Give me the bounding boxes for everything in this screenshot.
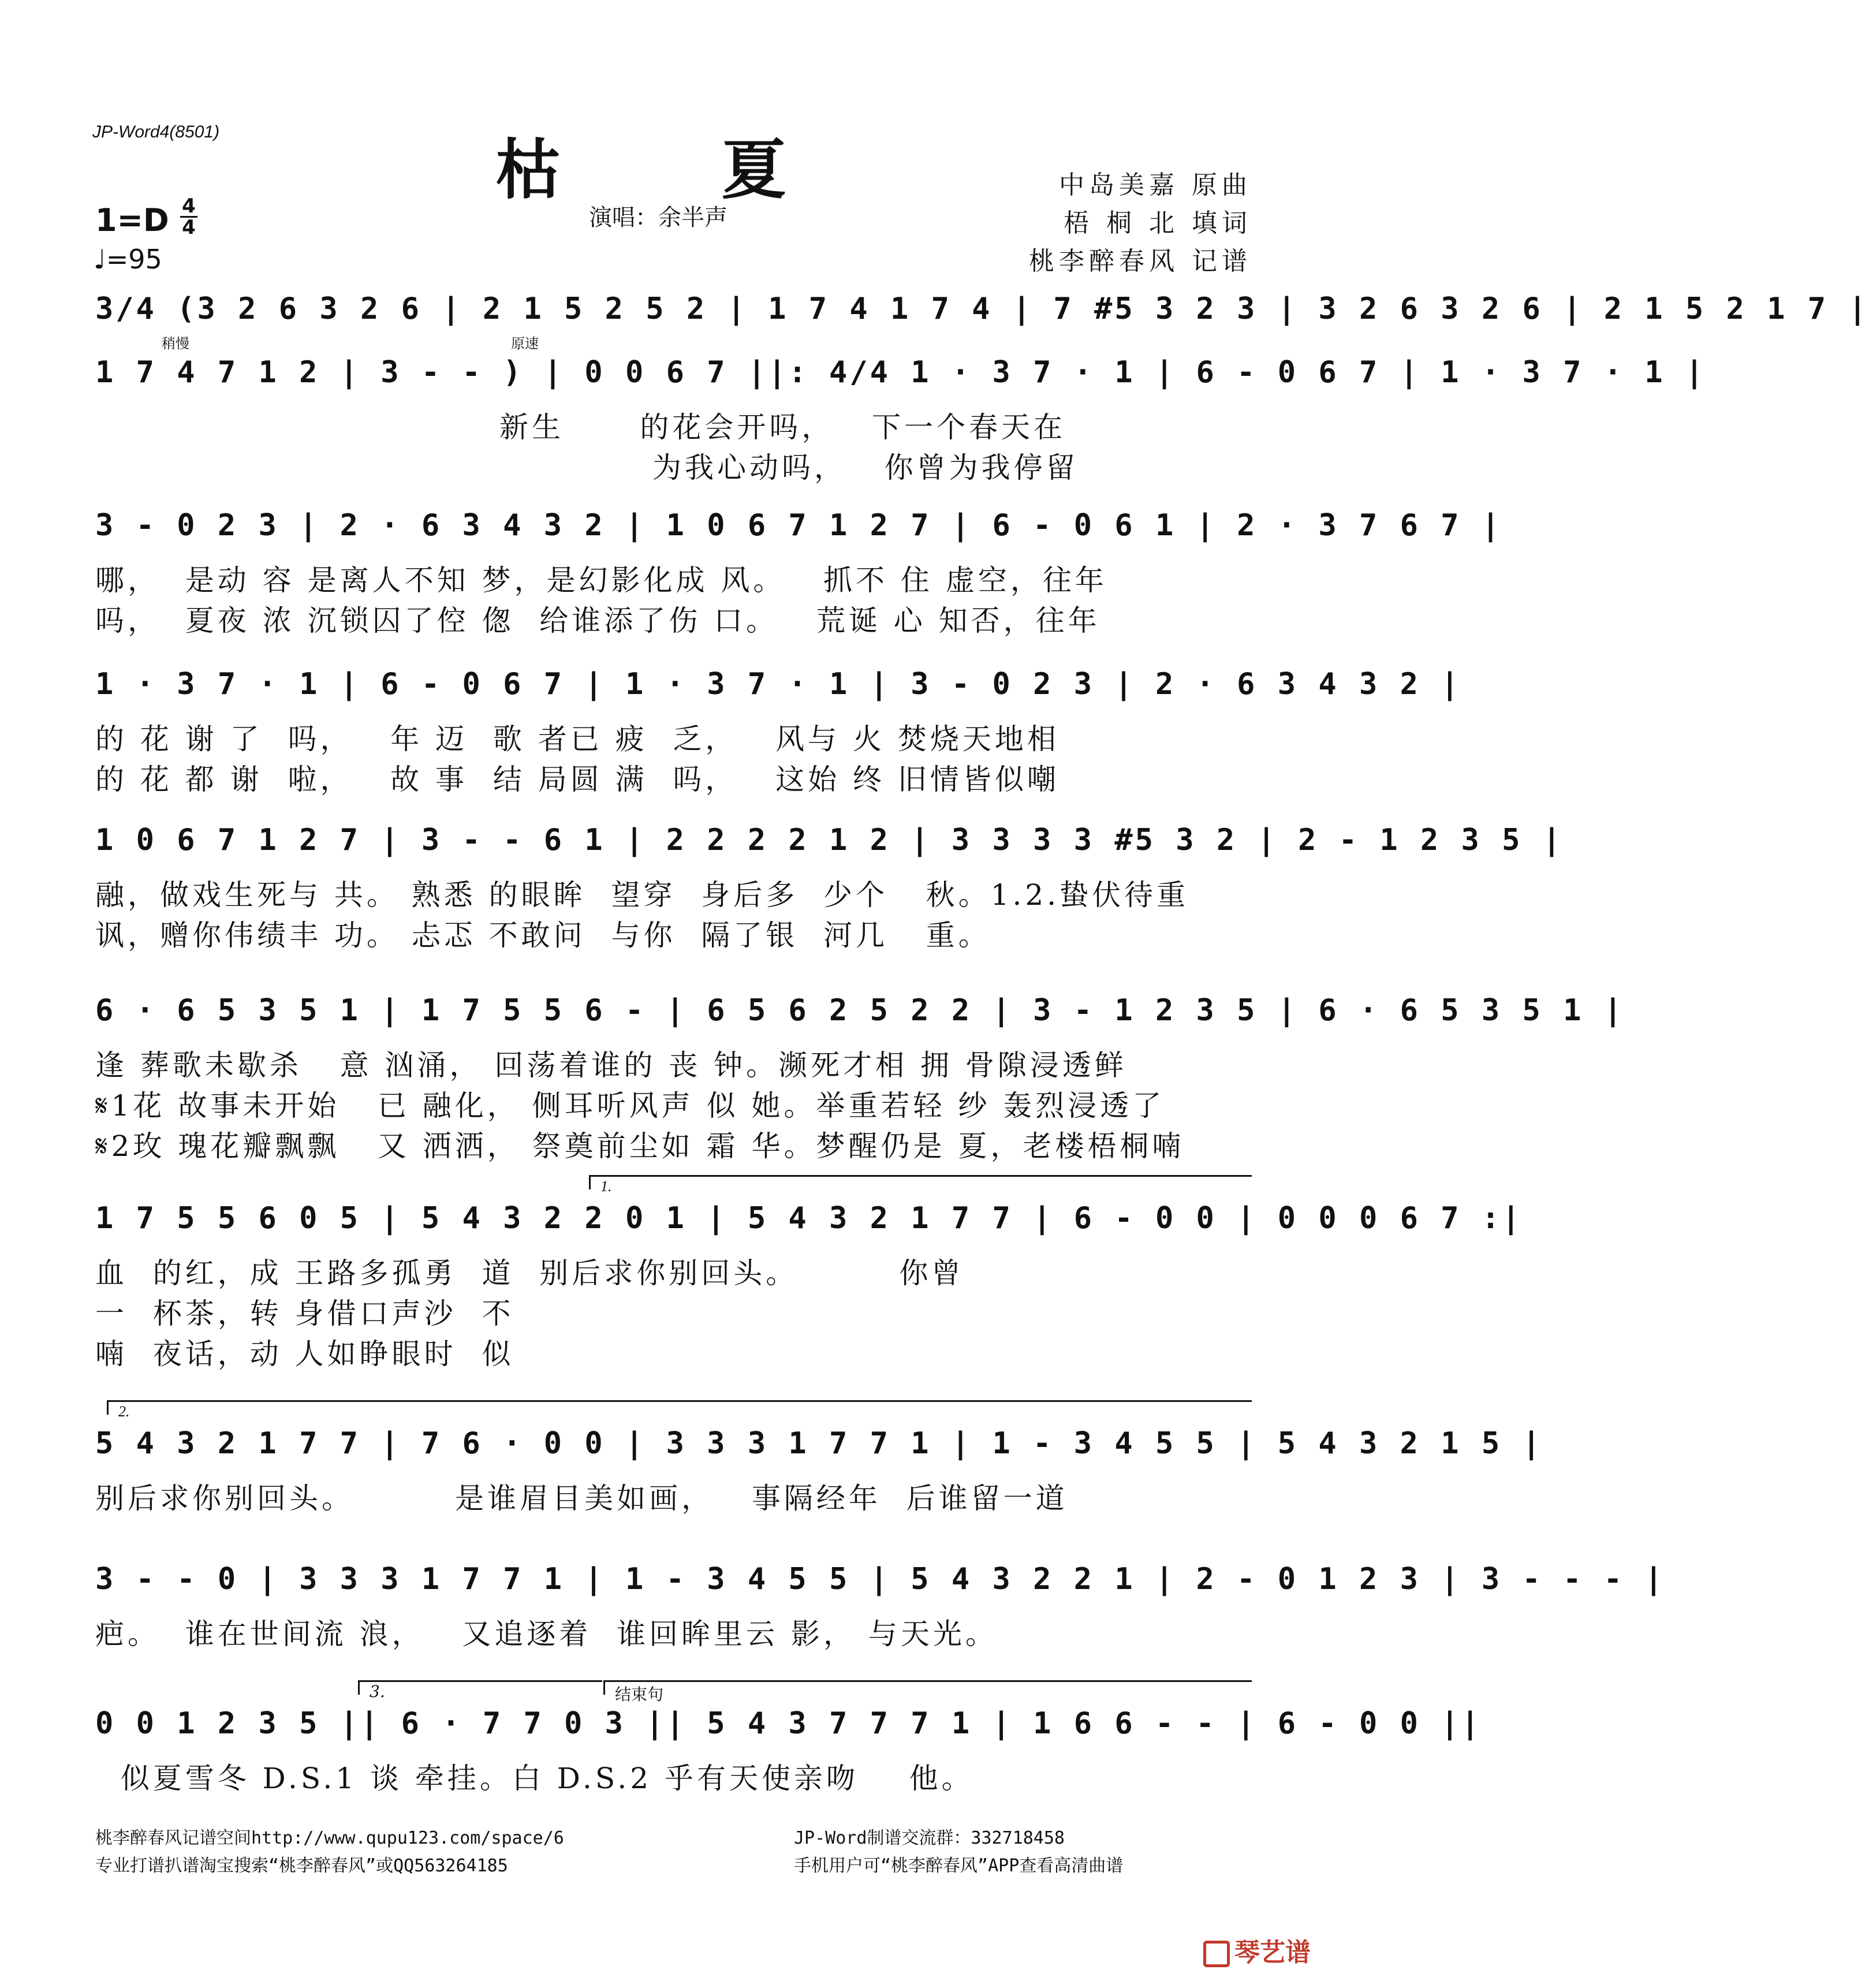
coda-label: 结束句 — [615, 1685, 664, 1704]
time-signature — [180, 196, 197, 237]
annotation-slower: 稍慢 — [162, 335, 189, 352]
lyric-line: 别后求你别回头。 是谁眉目美如画， 事隔经年 后谁留一道 — [95, 1482, 1068, 1515]
notation-line: 6 · 6 5 3 5 1 | 1 7 5 5 6 - | 6 5 6 2 5 2 2 | 3 - 1 2 3 5 | 6 · 6 5 3 5 1 | — [95, 993, 1624, 1028]
volta-bracket-first — [589, 1175, 1252, 1189]
singer-label: 演唱：余半声 — [589, 204, 728, 231]
notation-line: 1 · 3 7 · 1 | 6 - 0 6 7 | 1 · 3 7 · 1 | 3 - 0 2 3 | 2 · 6 3 4 3 2 | — [95, 667, 1461, 702]
brand-name: 琴艺谱 — [1234, 1938, 1311, 1967]
volta-number-second: 2. — [118, 1403, 130, 1420]
lyric-line: 疤。 谁在世间流 浪， 又追逐着 谁回眸里云 影， 与天光。 — [95, 1617, 998, 1651]
notation-line: 3/4 (3 2 6 3 2 6 | 2 1 5 2 5 2 | 1 7 4 1 7 4 | 7 #5 3 2 3 | 3 2 6 3 2 6 | 2 1 5 2 1 7 | — [95, 292, 1869, 326]
lyric-line: 的 花 谢 了 吗， 年 迈 歌 者已 疲 乏， 风与 火 焚烧天地相 — [95, 722, 1060, 756]
lyric-line: 似夏雪冬 D.S.1 谈 牵挂。白 D.S.2 乎有天使亲吻 他。 — [95, 1762, 974, 1795]
credits-block — [1029, 166, 1252, 281]
footer-shop: 专业打谱扒谱淘宝搜索“桃李醉春风”或QQ563264185 — [95, 1856, 508, 1876]
lyric-line: 讽，赠你伟绩丰 功。 忐忑 不敢问 与你 隔了银 河几 重。 — [95, 919, 991, 952]
lyric-line: 哪， 是动 容 是离人不知 梦，是幻影化成 风。 抓不 住 虚空，往年 — [95, 564, 1107, 597]
volta-bracket-second — [107, 1400, 1252, 1415]
volta-number-third: 3. — [370, 1682, 385, 1701]
brand-mark-icon — [1203, 1941, 1230, 1967]
notation-line: 1 7 4 7 1 2 | 3 - - ) | 0 0 6 7 ||: 4/4 1 · 3 7 · 1 | 6 - 0 6 7 | 1 · 3 7 · 1 | — [95, 355, 1706, 390]
coda-bracket — [603, 1680, 1252, 1695]
lyric-line: 新生 的花会开吗， 下一个春天在 — [499, 411, 1066, 444]
brand-logo — [1203, 1931, 1311, 1968]
lyric-line: 逢 葬歌未歇杀 意 汹涌， 回荡着谁的 丧 钟。濒死才相 拥 骨隙浸透鲜 — [95, 1049, 1127, 1082]
lyric-line: 吗， 夏夜 浓 沉锁囚了倥 偬 给谁添了伤 口。 荒诞 心 知否，往年 — [95, 604, 1100, 637]
notation-line: 1 7 5 5 6 0 5 | 5 4 3 2 2 0 1 | 5 4 3 2 1 7 7 | 6 - 0 0 | 0 0 0 6 7 :| — [95, 1201, 1523, 1236]
notation-line: 3 - - 0 | 3 3 3 1 7 7 1 | 1 - 3 4 5 5 | 5 4 3 2 2 1 | 2 - 0 1 2 3 | 3 - - - | — [95, 1562, 1665, 1597]
lyric-line: 喃 夜话，动 人如睁眼时 似 — [95, 1337, 514, 1371]
lyric-line: 一 杯茶，转 身借口声沙 不 — [95, 1297, 514, 1330]
credit-lyricist: 梧 桐 北 填词 — [1064, 208, 1252, 238]
time-signature-bottom: 4 — [180, 216, 197, 237]
lyric-line: 的 花 都 谢 啦， 故 事 结 局圆 满 吗， 这始 终 旧情皆似嘲 — [95, 763, 1060, 796]
song-title: 枯 夏 — [495, 132, 856, 208]
software-label: JP-Word4(8501) — [92, 122, 220, 141]
footer-app: 手机用户可“桃李醉春风”APP查看高清曲谱 — [794, 1856, 1124, 1876]
annotation-original-tempo: 原速 — [511, 335, 539, 352]
lyric-line: 融，做戏生死与 共。 熟悉 的眼眸 望穿 身后多 少个 秋。1.2.蛰伏待重 — [95, 878, 1189, 912]
volta-number-first: 1. — [600, 1178, 612, 1195]
time-signature-top: 4 — [182, 195, 196, 218]
lyric-line: 𝄋1花 故事未开始 已 融化， 侧耳听风声 似 她。举重若轻 纱 轰烈浸透了 — [95, 1089, 1165, 1122]
footer-right — [794, 1825, 1123, 1880]
tempo-marking: ♩=95 — [94, 244, 162, 275]
credit-transcriber: 桃李醉春风 记谱 — [1029, 247, 1252, 276]
notation-line: 3 - 0 2 3 | 2 · 6 3 4 3 2 | 1 0 6 7 1 2 7 | 6 - 0 6 1 | 2 · 3 7 6 7 | — [95, 508, 1502, 543]
lyric-line: 𝄋2玫 瑰花瓣飘飘 又 洒洒， 祭奠前尘如 霜 华。梦醒仍是 夏，老楼梧桐喃 — [95, 1129, 1185, 1163]
credit-composer: 中岛美嘉 原曲 — [1059, 170, 1252, 200]
notation-line: 1 0 6 7 1 2 7 | 3 - - 6 1 | 2 2 2 2 1 2 | 3 3 3 3 #5 3 2 | 2 - 1 2 3 5 | — [95, 823, 1564, 857]
lyric-line: 血 的红，成 王路多孤勇 道 别后求你别回头。 你曾 — [95, 1256, 964, 1290]
footer-left — [95, 1825, 564, 1880]
lyric-line: 为我心动吗， 你曾为我停留 — [652, 451, 1079, 484]
volta-bracket-third — [358, 1680, 602, 1695]
notation-line: 5 4 3 2 1 7 7 | 7 6 · 0 0 | 3 3 3 1 7 7 1 | 1 - 3 4 5 5 | 5 4 3 2 1 5 | — [95, 1426, 1543, 1461]
footer-website: 桃李醉春风记谱空间http://www.qupu123.com/space/6 — [95, 1828, 564, 1848]
notation-line: 0 0 1 2 3 5 || 6 · 7 7 0 3 || 5 4 3 7 7 7 1 | 1 6 6 - - | 6 - 0 0 || — [95, 1706, 1482, 1741]
key-signature: 1=D — [95, 202, 169, 238]
footer-group: JP-Word制谱交流群：332718458 — [794, 1828, 1065, 1848]
